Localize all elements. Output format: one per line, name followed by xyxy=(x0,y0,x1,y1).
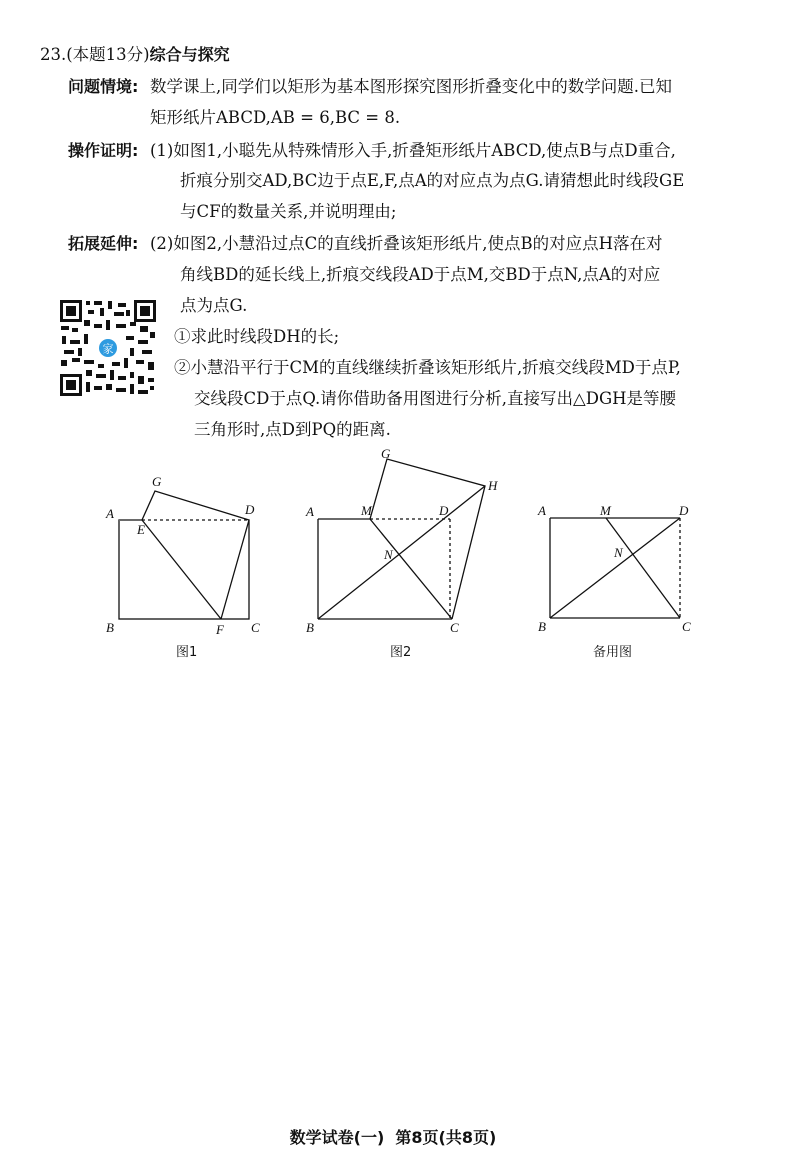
q1-line-1: (1)如图1,小聪先从特殊情形入手,折叠矩形纸片ABCD,使点B与点D重合, xyxy=(150,141,676,160)
fig1-label-e: E xyxy=(137,522,145,537)
q2-line-1: (2)如图2,小慧沿过点C的直线折叠该矩形纸片,使点B的对应点H落在对 xyxy=(150,234,663,253)
qr-badge: 家 xyxy=(102,342,114,356)
fig1-crease-ef xyxy=(142,520,221,619)
question-score: (本题13分) xyxy=(66,45,150,64)
q1-line-3: 与CF的数量关系,并说明理由; xyxy=(180,202,397,221)
situation-line-2: 矩形纸片ABCD,AB = 6,BC = 8. xyxy=(150,108,401,127)
fig2-label-b: B xyxy=(306,620,314,635)
fig2-label-n: N xyxy=(384,547,393,562)
fig2-crease-mc xyxy=(370,519,452,619)
proof-label: 操作证明: xyxy=(68,141,139,160)
q2b-line-1: ②小慧沿平行于CM的直线继续折叠该矩形纸片,折痕交线段MD于点P, xyxy=(174,358,681,377)
extend-label: 拓展延伸: xyxy=(68,234,139,253)
fig1-label-c: C xyxy=(251,620,260,635)
situation-label: 问题情境: xyxy=(68,77,139,96)
fig2-line-bh xyxy=(318,486,485,619)
fig2-label-h: H xyxy=(488,478,498,493)
fig2-label-a: A xyxy=(306,504,314,519)
page-footer: 数学试卷(一) 第8页(共8页) xyxy=(289,1128,497,1147)
fig3-crease-mc xyxy=(606,518,680,618)
fig2-folded-flap xyxy=(370,459,485,619)
q2-line-2: 角线BD的延长线上,折痕交线段AD于点M,交BD于点N,点A的对应 xyxy=(180,265,661,284)
q2a-text: ①求此时线段DH的长; xyxy=(174,327,340,346)
fig3-label-d: D xyxy=(679,503,689,518)
fig1-segment-fd xyxy=(221,520,249,619)
fig1-label-f: F xyxy=(216,622,224,637)
fig1-label-d: D xyxy=(245,502,255,517)
fig3-label-m: M xyxy=(600,503,611,518)
fig1-folded-flap xyxy=(142,491,249,520)
fig2-caption: 图2 xyxy=(390,645,412,660)
fig2-label-c: C xyxy=(450,620,459,635)
fig3-label-n: N xyxy=(614,545,623,560)
q2b-line-3: 三角形时,点D到PQ的距离. xyxy=(194,420,391,439)
fig1-caption: 图1 xyxy=(176,645,198,660)
fig2-label-d: D xyxy=(439,503,449,518)
q2b-line-2: 交线段CD于点Q.请你借助备用图进行分析,直接写出△DGH是等腰 xyxy=(194,389,677,408)
q2-line-3: 点为点G. xyxy=(180,296,248,315)
fig3-label-b: B xyxy=(538,619,546,634)
figure-spare xyxy=(530,490,710,640)
fig3-label-a: A xyxy=(538,503,546,518)
question-title: 综合与探究 xyxy=(149,45,230,64)
figure-1 xyxy=(100,468,270,640)
fig2-label-m: M xyxy=(361,503,372,518)
fig2-label-g: G xyxy=(381,446,391,461)
fig3-label-c: C xyxy=(682,619,691,634)
situation-line-1: 数学课上,同学们以矩形为基本图形探究图形折叠变化中的数学问题.已知 xyxy=(150,77,672,96)
fig1-label-g: G xyxy=(152,474,162,489)
fig3-diagonal-bd xyxy=(550,518,680,618)
fig1-label-a: A xyxy=(106,506,114,521)
q1-line-2: 折痕分别交AD,BC边于点E,F,点A的对应点为点G.请猜想此时线段GE xyxy=(180,171,685,190)
question-number: 23. xyxy=(40,45,67,64)
question-header xyxy=(40,44,230,66)
figure-2 xyxy=(300,444,510,640)
fig1-label-b: B xyxy=(106,620,114,635)
qr-code-icon[interactable] xyxy=(58,298,158,398)
fig3-caption: 备用图 xyxy=(593,645,633,660)
